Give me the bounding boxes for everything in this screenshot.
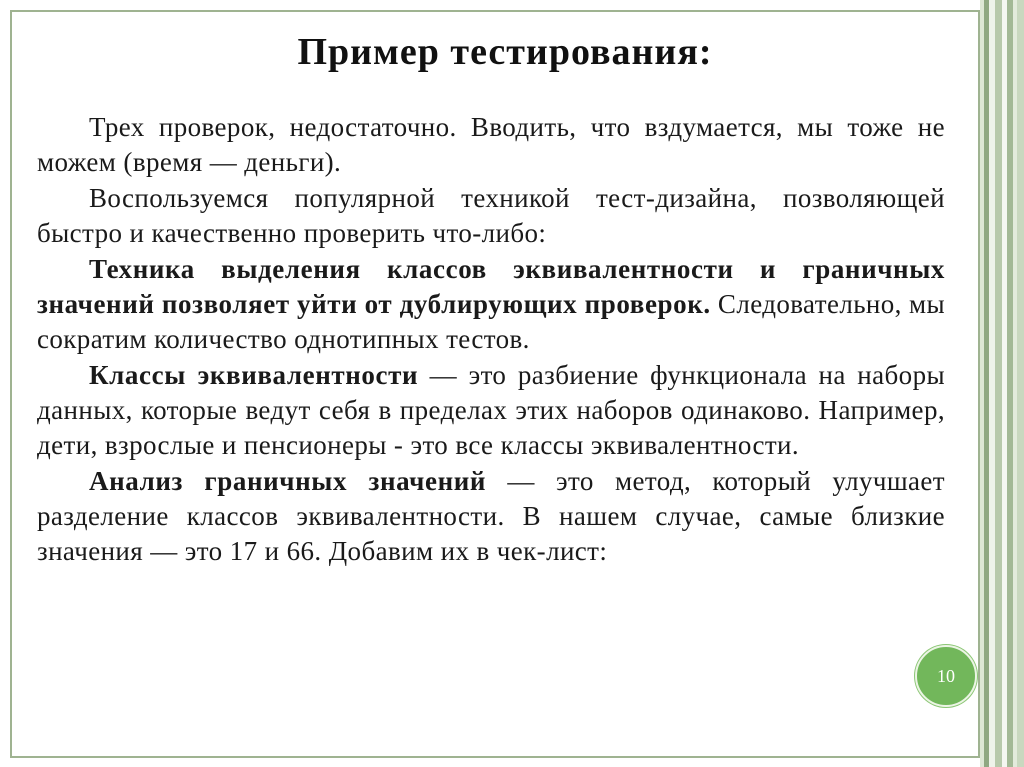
stripe bbox=[1017, 0, 1024, 767]
page-number-badge bbox=[915, 645, 977, 707]
paragraph bbox=[37, 358, 945, 463]
paragraph bbox=[37, 252, 945, 357]
paragraph bbox=[37, 181, 945, 251]
paragraph-text: — это метод, который улучшает разделение классов эквивалентности. В нашем случае, самые близкие значения — это 17 и 66. Добавим их в чек-лист: bbox=[37, 466, 945, 566]
paragraph-text: Трех проверок, недостаточно. Вводить, что вздумается, мы тоже не можем (время — деньги). bbox=[37, 112, 945, 177]
slide-title: Пример тестирования: bbox=[297, 31, 713, 73]
stripe bbox=[995, 0, 1002, 767]
paragraph bbox=[37, 464, 945, 569]
slide-content bbox=[37, 110, 945, 570]
paragraph-text: Следовательно, мы сократим количество однотипных тестов. bbox=[37, 289, 945, 354]
decorative-stripes bbox=[980, 0, 1024, 767]
page-number: 10 bbox=[937, 665, 955, 686]
paragraph-text: Воспользуемся популярной техникой тест-дизайна, позволяющей быстро и качественно проверить что-либо: bbox=[37, 183, 945, 248]
paragraph-bold-term: Анализ граничных значений bbox=[89, 466, 487, 496]
paragraph-text: — это разбиение функционала на наборы данных, которые ведут себя в пределах этих наборов одинаково. Например, дети, взрослые и пенсионеры - это все классы эквивалентности. bbox=[37, 360, 946, 460]
paragraph-bold-term: Классы эквивалентности bbox=[89, 360, 419, 390]
paragraph-bold-term: Техника выделения классов эквивалентности и граничных значений позволяет уйти от дублирующих проверок. bbox=[37, 254, 945, 319]
paragraph bbox=[37, 110, 945, 180]
